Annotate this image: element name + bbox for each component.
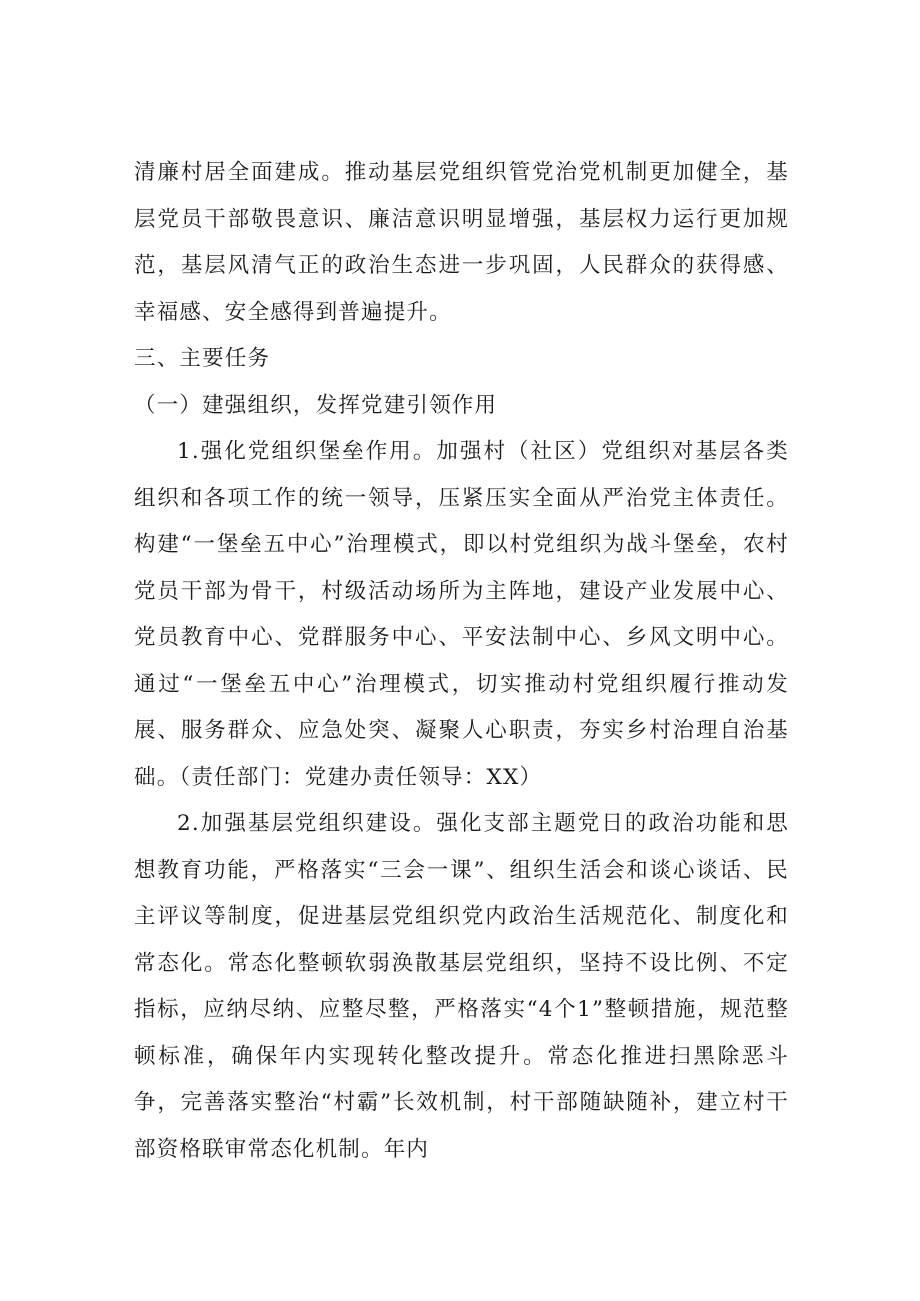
section-heading-main-tasks: 三、主要任务 [134, 346, 271, 371]
paragraph-item-1: 1.强化党组织堡垒作用。加强村（社区）党组织对基层各类组织和各项工作的统一领导，压紧压实全面从严治党主体责任。构建“一堡垒五中心”治理模式，即以村党组织为战斗堡垒，农村党员干部为骨干，村级活动场所为主阵地，建设产业发展中心、党员教育中心、党群服务中心、平安法制中心、乡风文明中心。通过“一堡垒五中心”治理模式，切实推动村党组织履行推动发展、服务群众、应急处突、凝聚人心职责，夯实乡村治理自治基础。（责任部门：党建办责任领导：XX） [134, 439, 789, 790]
document-body [134, 150, 789, 1173]
paragraph-continuation: 清廉村居全面建成。推动基层党组织管党治党机制更加健全，基层党员干部敬畏意识、廉洁意识明显增强，基层权力运行更加规范，基层风清气正的政治生态进一步巩固，人民群众的获得感、幸福感、安全感得到普遍提升。 [134, 160, 789, 325]
paragraph-item-2: 2.加强基层党组织建设。强化支部主题党日的政治功能和思想教育功能，严格落实“三会一课”、组织生活会和谈心谈话、民主评议等制度，促进基层党组织党内政治生活规范化、制度化和常态化。常态化整顿软弱涣散基层党组织，坚持不设比例、不定指标，应纳尽纳、应整尽整，严格落实“4个1”整顿措施，规范整顿标准，确保年内实现转化整改提升。常态化推进扫黑除恶斗争，完善落实整治“村霸”长效机制，村干部随缺随补，建立村干部资格联审常态化机制。年内 [134, 811, 789, 1162]
subsection-heading-strengthen-organization: （一）建强组织，发挥党建引领作用 [134, 392, 498, 418]
